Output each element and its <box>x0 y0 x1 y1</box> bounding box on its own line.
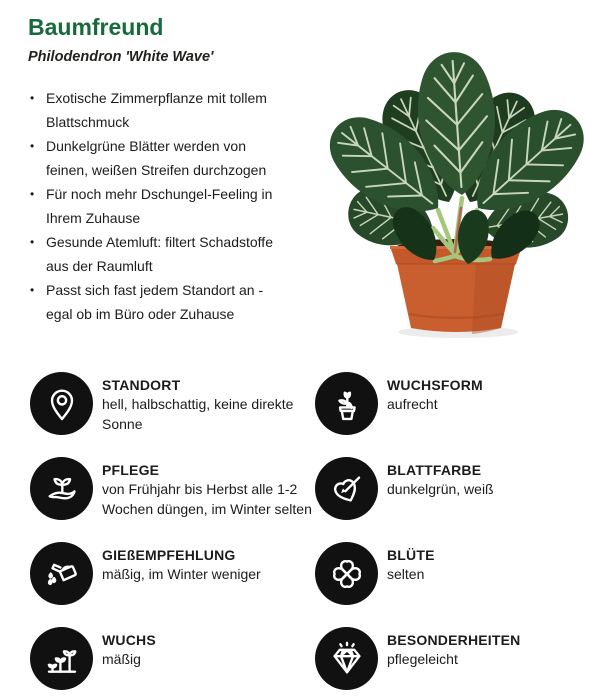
feature-blattfarbe <box>315 457 590 542</box>
besonderheiten-badge <box>315 627 378 690</box>
botanical-name: Philodendron 'White Wave' <box>28 49 214 65</box>
bullet-item: • Für noch mehr Dschungel-Feeling in Ihrem Zuhause <box>28 182 290 230</box>
plant-photo <box>300 10 592 342</box>
feature-label: BLÜTE <box>387 547 435 563</box>
diamond-icon <box>328 640 366 678</box>
feature-value: pflegeleicht <box>387 651 458 667</box>
bullet-item: • Passt sich fast jedem Standort an - egal ob im Büro oder Zuhause <box>28 278 290 326</box>
feature-bluete <box>315 542 590 627</box>
bullet-item: • Gesunde Atemluft: filtert Schadstoffe aus der Raumluft <box>28 230 290 278</box>
feature-pflege <box>30 457 315 542</box>
feature-value: mäßig, im Winter weniger <box>102 566 261 582</box>
giessempfehlung-badge <box>30 542 93 605</box>
location-pin-icon <box>43 385 81 423</box>
bluete-badge <box>315 542 378 605</box>
feature-value: mäßig <box>102 651 141 667</box>
flower-icon <box>328 555 366 593</box>
feature-label: GIEßEMPFEHLUNG <box>102 547 236 563</box>
feature-value: selten <box>387 566 425 582</box>
feature-wuchs <box>30 627 315 700</box>
blattfarbe-badge <box>315 457 378 520</box>
potted-plant-icon <box>328 385 366 423</box>
leaf-paintbrush-icon <box>328 470 366 508</box>
bullet-item: • Dunkelgrüne Blätter werden von feinen, weißen Streifen durchzogen <box>28 134 290 182</box>
page-title: Baumfreund <box>28 14 164 40</box>
feature-bullet-list <box>28 86 290 326</box>
feature-grid <box>30 372 590 700</box>
feature-wuchsform <box>315 372 590 457</box>
feature-value: von Frühjahr bis Herbst alle 1-2 Wochen düngen, im Winter selten <box>102 481 312 517</box>
wuchsform-badge <box>315 372 378 435</box>
feature-label: STANDORT <box>102 377 181 393</box>
wuchs-badge <box>30 627 93 690</box>
feature-label: WUCHS <box>102 632 156 648</box>
feature-value: dunkelgrün, weiß <box>387 481 494 497</box>
bullet-item: • Exotische Zimmerpflanze mit tollem Blattschmuck <box>28 86 290 134</box>
feature-label: PFLEGE <box>102 462 160 478</box>
feature-standort <box>30 372 315 457</box>
pflege-badge <box>30 457 93 520</box>
feature-label: WUCHSFORM <box>387 377 483 393</box>
feature-besonderheiten <box>315 627 590 700</box>
feature-value: hell, halbschattig, keine direkte Sonne <box>102 396 294 432</box>
feature-giessempfehlung <box>30 542 315 627</box>
sprouts-icon <box>43 640 81 678</box>
feature-label: BLATTFARBE <box>387 462 482 478</box>
feature-label: BESONDERHEITEN <box>387 632 521 648</box>
watering-can-icon <box>43 555 81 593</box>
hand-sprout-icon <box>43 470 81 508</box>
standort-badge <box>30 372 93 435</box>
feature-value: aufrecht <box>387 396 438 412</box>
